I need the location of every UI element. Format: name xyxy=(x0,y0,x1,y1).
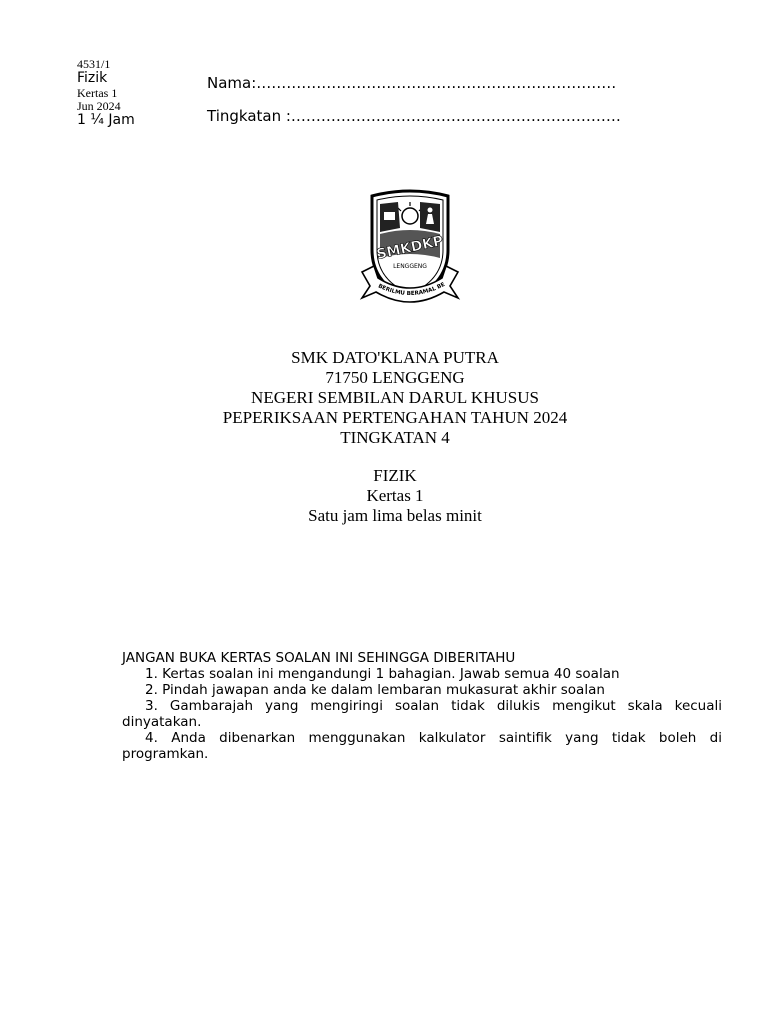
exam-title: PEPERIKSAAN PERTENGAHAN TAHUN 2024 xyxy=(222,408,568,427)
school-postcode: 71750 LENGGENG xyxy=(325,368,465,387)
paper-metadata xyxy=(77,58,135,128)
crest-sub-text: LENGGENG xyxy=(393,263,427,270)
instruction-item: 2. Pindah jawapan anda ke dalam lembaran mukasurat akhir soalan xyxy=(145,682,605,698)
duration-text: Satu jam lima belas minit xyxy=(308,506,482,525)
paper-code: 4531/1 xyxy=(77,57,111,71)
form-field[interactable]: Tingkatan :………………………………………………………… xyxy=(207,107,621,125)
school-state: NEGERI SEMBILAN DARUL KHUSUS xyxy=(251,388,539,407)
paper-title: Kertas 1 xyxy=(366,486,424,505)
crest-top-text: SMKDKP xyxy=(375,233,445,263)
instruction-item: 1. Kertas soalan ini mengandungi 1 bahagian. Jawab semua 40 soalan xyxy=(145,666,620,682)
subject-label: Fizik xyxy=(77,70,108,87)
exam-title-block xyxy=(0,348,768,526)
exam-duration: 1 ¼ Jam xyxy=(77,111,135,128)
instruction-item: 3. Gambarajah yang mengiringi soalan tidak dilukis mengikut skala kecuali dinyatakan. xyxy=(122,698,722,730)
instruction-item: 4. Anda dibenarkan menggunakan kalkulator saintifik yang tidak boleh di programkan. xyxy=(122,730,722,762)
crest-icon xyxy=(358,188,462,310)
subject-title: FIZIK xyxy=(373,466,417,485)
paper-number: Kertas 1 xyxy=(77,85,118,100)
school-name: SMK DATO'KLANA PUTRA xyxy=(291,348,499,367)
name-field[interactable]: Nama:……………………………………………………………… xyxy=(207,74,617,92)
school-crest xyxy=(358,188,462,310)
exam-date: Jun 2024 xyxy=(77,98,121,113)
crest-motto: BERILMU BERAMAL BE xyxy=(376,281,447,298)
instructions-heading: JANGAN BUKA KERTAS SOALAN INI SEHINGGA DIBERITAHU xyxy=(122,650,516,666)
instructions xyxy=(122,650,722,762)
exam-level: TINGKATAN 4 xyxy=(340,428,450,447)
